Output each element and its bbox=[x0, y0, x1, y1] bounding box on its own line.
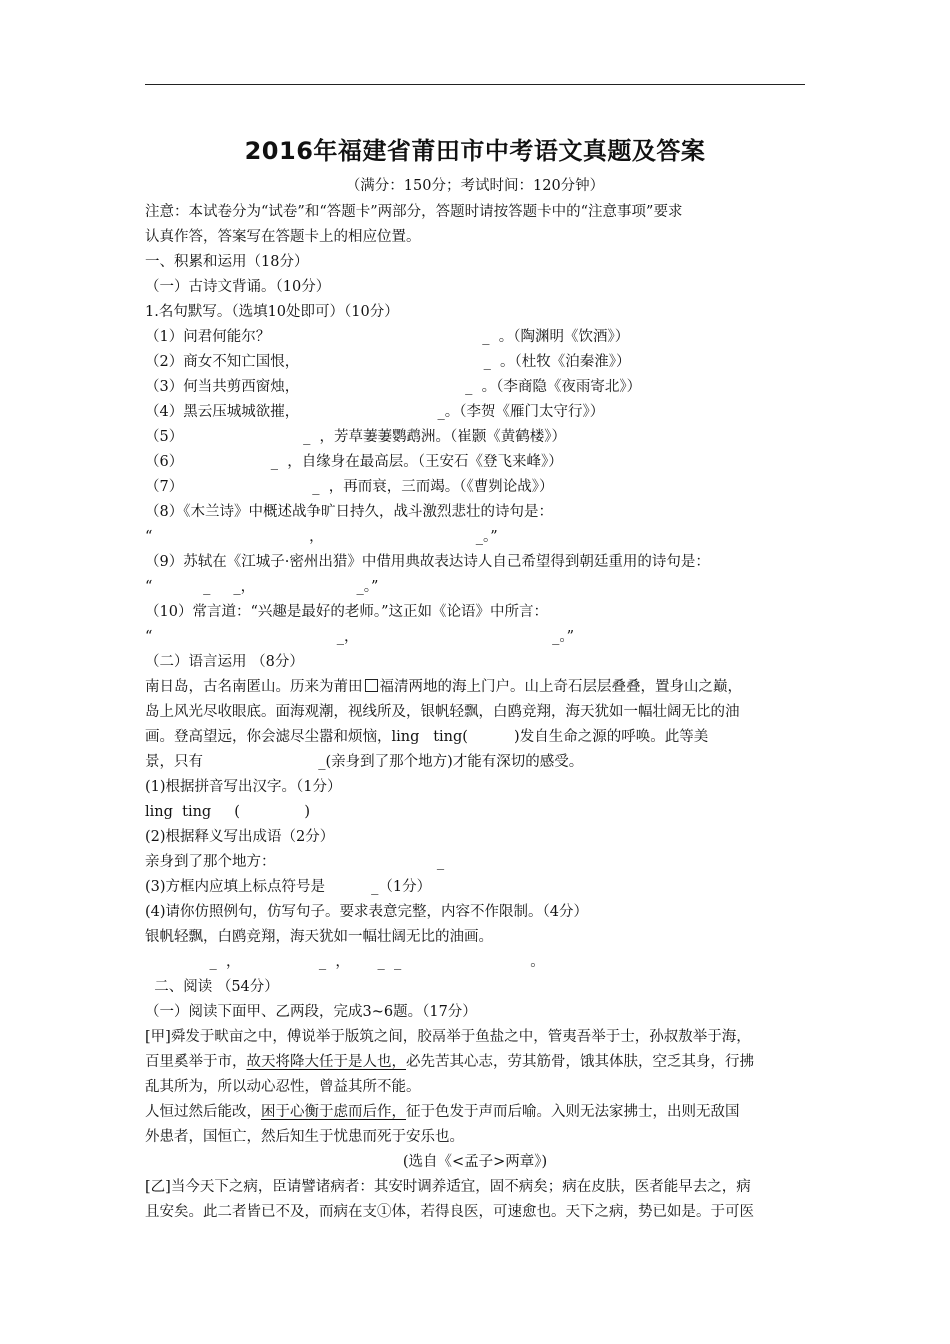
subsection-heading: （一）阅读下面甲、乙两段，完成3~6题。（17分） bbox=[145, 1004, 477, 1020]
page-title: 2016年福建省莆田市中考语文真题及答案 bbox=[244, 137, 706, 165]
question-title: 1.名句默写。（选填10处即可）（10分） bbox=[145, 304, 399, 320]
recitation-item: （6） _ ，自缘身在最高层。（王安石《登飞来峰》） bbox=[145, 454, 563, 470]
question-line: (2)根据释义写出成语（2分） bbox=[145, 829, 335, 845]
passage-text: 必先苦其心志，劳其筋骨，饿其体肤，空乏其身，行拂 bbox=[406, 1054, 754, 1070]
passage-line: 且安矣。此二者皆已不及，而病在支①体，若得良医，可速愈也。天下之病，势已如是。于可医 bbox=[145, 1204, 754, 1220]
question-line: 亲身到了那个地方： _ bbox=[145, 854, 445, 870]
question-line: (4)请你仿照例句，仿写句子。要求表意完整，内容不作限制。（4分） bbox=[145, 904, 589, 920]
question-line: (3)方框内应填上标点符号是 _（1分） bbox=[145, 879, 432, 895]
underlined-sentence: 困于心衡于虑而后作， bbox=[261, 1104, 406, 1120]
passage-text: 人恒过然后能改， bbox=[145, 1104, 261, 1120]
underlined-sentence: 故天将降大任于是人也， bbox=[246, 1054, 406, 1070]
recitation-item: （10）常言道：“兴趣是最好的老师。”这正如《论语》中所言： bbox=[145, 604, 549, 620]
recitation-item: （2）商女不知亡国恨， _ 。（杜牧《泊秦淮》） bbox=[145, 354, 631, 370]
passage-text: 南日岛，古名南匿山。历来为莆田 bbox=[145, 679, 363, 695]
question-line: (1)根据拼音写出汉字。（1分） bbox=[145, 779, 342, 795]
notice-line: 注意：本试卷分为“试卷”和“答题卡”两部分，答题时请按答题卡中的“注意事项”要求 bbox=[145, 204, 683, 220]
passage-line bbox=[145, 1050, 754, 1074]
passage-line: [甲]舜发于畎亩之中，傅说举于版筑之间，胶鬲举于鱼盐之中，管夷吾举于士，孙叔敖举于海， bbox=[145, 1029, 751, 1045]
passage-line bbox=[145, 675, 742, 699]
passage-text: 百里奚举于市， bbox=[145, 1054, 247, 1070]
recitation-item: （4）黑云压城城欲摧， _。（李贺《雁门太守行》） bbox=[145, 404, 605, 420]
passage-line: 岛上风光尽收眼底。面海观潮，视线所及，银帆轻飘，白鸥竞翔，海天犹如一幅壮阔无比的油 bbox=[145, 704, 740, 720]
passage-text: 征于色发于声而后喻。入则无法家拂士，出则无敌国 bbox=[406, 1104, 740, 1120]
section-heading: 二、阅读 （54分） bbox=[145, 979, 279, 995]
passage-line bbox=[145, 1100, 740, 1124]
passage-line: 外患者，国恒亡，然后知生于忧患而死于安乐也。 bbox=[145, 1129, 464, 1145]
section-heading: 一、积累和运用（18分） bbox=[145, 254, 309, 270]
recitation-item: （8）《木兰诗》中概述战争旷日持久，战斗激烈悲壮的诗句是： bbox=[145, 504, 553, 520]
recitation-item: （1）问君何能尔？ _ 。（陶渊明《饮酒》） bbox=[145, 329, 630, 345]
subsection-heading: （二）语言运用 （8分） bbox=[145, 654, 304, 670]
subsection-heading: （一）古诗文背诵。（10分） bbox=[145, 279, 331, 295]
punctuation-box bbox=[365, 679, 378, 692]
answer-blank-line: _ ， _ ， _ _ 。 bbox=[145, 954, 545, 970]
passage-line: [乙]当今天下之病，臣请譬诸病者：其安时调养适宜，固不病矣；病在皮肤，医者能早去之，病 bbox=[145, 1179, 751, 1195]
passage-text: 福清两地的海上门户。山上奇石层层叠叠，置身山之巅， bbox=[379, 679, 742, 695]
passage-line: 乱其所为，所以动心忍性，曾益其所不能。 bbox=[145, 1079, 421, 1095]
answer-blank-line: “ ， _。” bbox=[145, 529, 498, 545]
recitation-item: （9）苏轼在《江城子·密州出猎》中借用典故表达诗人自己希望得到朝廷重用的诗句是： bbox=[145, 554, 710, 570]
notice-line: 认真作答，答案写在答题卡上的相应位置。 bbox=[145, 229, 421, 245]
recitation-item: （7） _ ，再而衰，三而竭。（《曹刿论战》） bbox=[145, 479, 554, 495]
passage-line: 画。登高望远，你会滤尽尘嚣和烦恼，ling ting( )发自生命之源的呼唤。此等美 bbox=[145, 729, 709, 745]
passage-line: 景，只有 _(亲身到了那个地方)才能有深切的感受。 bbox=[145, 754, 584, 770]
answer-blank-line: “ _ _， _。” bbox=[145, 579, 379, 595]
header-rule bbox=[145, 84, 805, 85]
answer-blank-line: “ _， _。” bbox=[145, 629, 575, 645]
example-sentence: 银帆轻飘，白鸥竞翔，海天犹如一幅壮阔无比的油画。 bbox=[145, 929, 493, 945]
question-line: ling ting ( ) bbox=[145, 804, 311, 820]
passage-source: (选自《<孟子>两章》) bbox=[402, 1154, 548, 1170]
recitation-item: （5） _ ，芳草萋萋鹦鹉洲。（崔颢《黄鹤楼》） bbox=[145, 429, 567, 445]
recitation-item: （3）何当共剪西窗烛， _ 。（李商隐《夜雨寄北》） bbox=[145, 379, 642, 395]
exam-subtitle: （满分：150分；考试时间：120分钟） bbox=[345, 178, 605, 194]
